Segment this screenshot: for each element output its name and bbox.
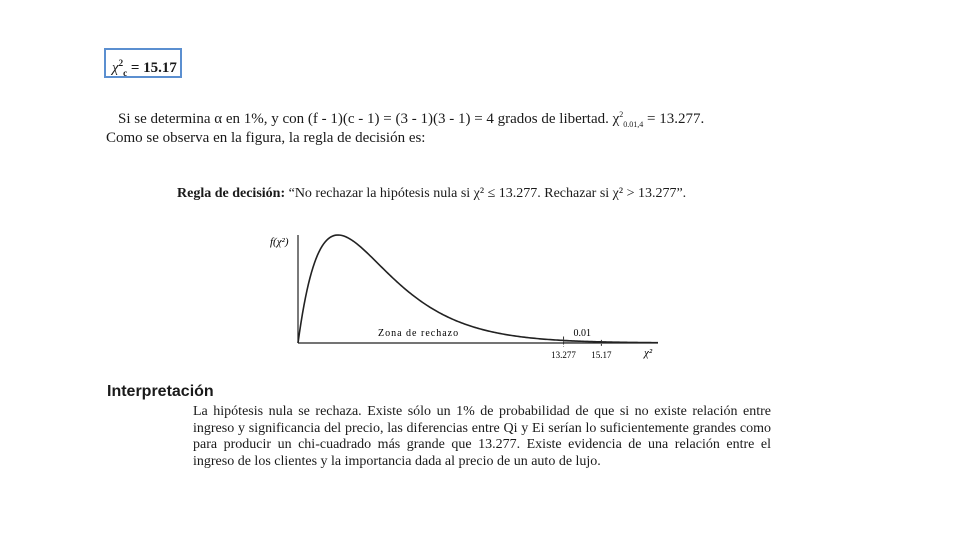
alpha-text: Si se determina α en 1%, y con (f - 1)(c - 1) = (3 - 1)(3 - 1) = 4 grados de libertad. χ bbox=[118, 111, 620, 127]
interpretation-heading: Interpretación bbox=[107, 383, 214, 400]
x-axis-label: χ² bbox=[644, 347, 653, 359]
tick-label-observed: 15.17 bbox=[591, 350, 612, 360]
density-curve bbox=[298, 235, 658, 343]
decision-rule-label: Regla de decisión: bbox=[177, 186, 286, 201]
interpretation-text: La hipótesis nula se rechaza. Existe sólo un 1% de probabilidad de que si no existe relación entre ingreso y significancia del precio, las diferencias entre Qi y Ei serían lo suficientemente grandes como para producir un chi-cuadrado más grande que 13.277. Existe evidencia de una relación entre el ingreso de los clientes y la importancia dada al precio de un auto de lujo. bbox=[193, 404, 771, 469]
alpha-paragraph bbox=[118, 110, 704, 129]
chi-square-result-box bbox=[104, 48, 182, 78]
critical-value-text: = 13.277. bbox=[643, 111, 705, 127]
tick-label-critical: 13.277 bbox=[551, 350, 576, 360]
rejection-zone-label: Zona de rechazo bbox=[378, 328, 460, 339]
alpha-subscript: 0.01,4 bbox=[623, 120, 644, 129]
chi-superscript: 2 bbox=[118, 58, 124, 68]
chi-square-chart bbox=[250, 225, 670, 365]
y-axis-label: f(χ²) bbox=[270, 236, 289, 248]
figure-intro-text: Como se observa en la figura, la regla de decisión es: bbox=[106, 130, 426, 146]
decision-rule bbox=[177, 186, 686, 202]
alpha-superscript: 2 bbox=[619, 110, 624, 119]
chi-subscript: c bbox=[123, 68, 128, 78]
alpha-area-label: 0.01 bbox=[573, 328, 592, 339]
chi-symbol: χ bbox=[112, 60, 119, 76]
chi-value: = 15.17 bbox=[130, 60, 177, 76]
decision-rule-text: “No rechazar la hipótesis nula si χ² ≤ 13.277. Rechazar si χ² > 13.277”. bbox=[285, 186, 687, 201]
